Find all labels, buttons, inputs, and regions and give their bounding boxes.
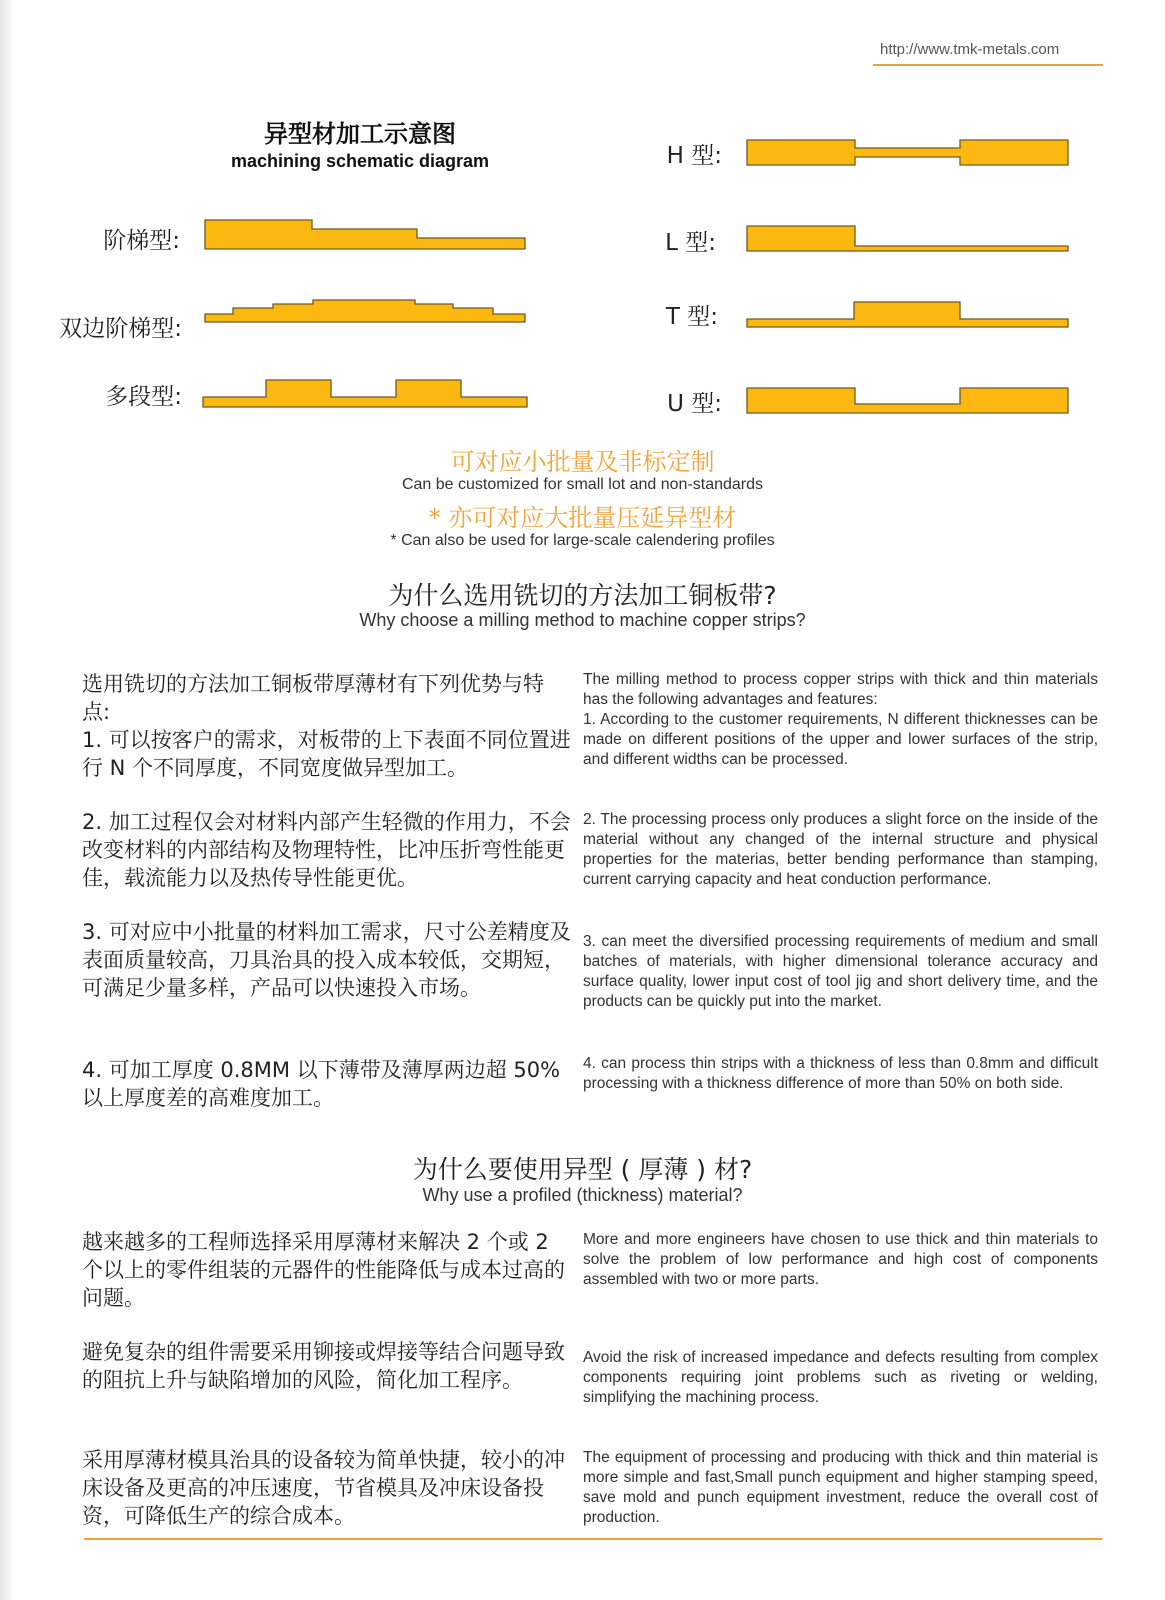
label-u-type: U 型: (667, 391, 722, 417)
label-multi-segment: 多段型: (105, 384, 182, 410)
multi-segment-profile (203, 380, 527, 410)
profiled-para-1-zh: 越来越多的工程师选择采用厚薄材来解决 2 个或 2 个以上的零件组装的元器件的性能降低与成本过高的问题。 (82, 1230, 565, 1310)
diagram-title (150, 114, 570, 172)
double-step-profile (205, 300, 525, 326)
milling-para-1-zh: 选用铣切的方法加工铜板带厚薄材有下列优势与特点: 1. 可以按客户的需求，对板带的上下表面不同位置进行 N 个不同厚度，不同宽度做异型加工。 (82, 672, 571, 780)
diagram-title-zh: 异型材加工示意图 (264, 120, 456, 148)
profiled-para-3-zh: 采用厚薄材模具治具的设备较为简单快捷，较小的冲床设备及更高的冲压速度，节省模具及冲床设备投资，可降低生产的综合成本。 (82, 1448, 565, 1528)
label-step: 阶梯型: (103, 228, 180, 254)
page-edge-shadow (0, 0, 14, 1600)
profiled-para-2-zh: 避免复杂的组件需要采用铆接或焊接等结合问题导致的阻抗上升与缺陷增加的风险，简化加工程序。 (82, 1340, 565, 1392)
website-url[interactable]: http://www.tmk-metals.com (880, 41, 1060, 58)
why-milling-title-zh: 为什么选用铣切的方法加工铜板带? (388, 581, 777, 610)
custom-note-zh: 可对应小批量及非标定制 (450, 448, 715, 476)
profiled-para-3-en: The equipment of processing and producing with thick and thin material is more simple and fast,Small punch equipment and higher stamping speed, save mold and punch equipment investment, reduce the overall cost of production. (583, 1449, 1098, 1526)
milling-para-4-zh: 4. 可加工厚度 0.8MM 以下薄带及薄厚两边超 50% 以上厚度差的高难度加工。 (82, 1058, 561, 1110)
l-type-profile (747, 226, 1069, 254)
milling-para-3-en: 3. can meet the diversified processing requirements of medium and small batches of materials, with higher dimensional tolerance accuracy and surface quality, lower input cost of tool jig and short delivery time, and the products can be quickly put into the market. (583, 933, 1098, 1010)
footer-rule (84, 1538, 1102, 1540)
why-profiled-title-en: Why use a profiled (thickness) material? (422, 1185, 743, 1205)
diagram-title-en: machining schematic diagram (230, 151, 490, 171)
why-milling-title-en: Why choose a milling method to machine copper strips? (359, 610, 806, 630)
t-type-profile (747, 302, 1069, 330)
calendering-note-zh: * 亦可对应大批量压延异型材 (428, 504, 737, 532)
label-t-type: T 型: (665, 304, 718, 330)
label-h-type: H 型: (666, 143, 722, 169)
custom-note-en: Can be customized for small lot and non-standards (401, 476, 764, 493)
label-double-step: 双边阶梯型: (59, 316, 182, 342)
why-profiled-title-zh: 为什么要使用异型 ( 厚薄 ) 材? (412, 1155, 753, 1184)
calendering-note-en: * Can also be used for large-scale calendering profiles (390, 532, 775, 549)
milling-para-2-zh: 2. 加工过程仅会对材料内部产生轻微的作用力，不会改变材料的内部结构及物理特性，比冲压折弯性能更佳，载流能力以及热传导性能更优。 (82, 810, 571, 890)
header-rule (873, 64, 1103, 66)
milling-para-2-en: 2. The processing process only produces a slight force on the inside of the material without any changed of the internal structure and physical properties for the materias, better bending performance than stamping, current carrying capacity and heat conduction performance. (583, 811, 1098, 888)
profiled-para-1-en: More and more engineers have chosen to use thick and thin materials to solve the problem of low performance and high cost of components assembled with two or more parts. (583, 1231, 1098, 1288)
milling-para-3-zh: 3. 可对应中小批量的材料加工需求，尺寸公差精度及表面质量较高，刀具治具的投入成本较低，交期短，可满足少量多样，产品可以快速投入市场。 (82, 920, 571, 1000)
h-type-profile (747, 140, 1069, 168)
milling-para-4-en: 4. can process thin strips with a thickness of less than 0.8mm and difficult processing with a thickness difference of more than 50% on both side. (583, 1055, 1098, 1092)
step-profile (205, 220, 525, 252)
label-l-type: L 型: (665, 230, 716, 256)
milling-para-1-en: The milling method to process copper strips with thick and thin materials has the following advantages and features: 1. According to the customer requirements, N different thicknesses can be made on different positions of the upper and lower surfaces of the strip, and different widths can be processed. (583, 671, 1098, 768)
u-type-profile (747, 388, 1069, 416)
profiled-para-2-en: Avoid the risk of increased impedance and defects resulting from complex components requiring joint problems such as riveting or welding, simplifying the machining process. (583, 1349, 1098, 1406)
